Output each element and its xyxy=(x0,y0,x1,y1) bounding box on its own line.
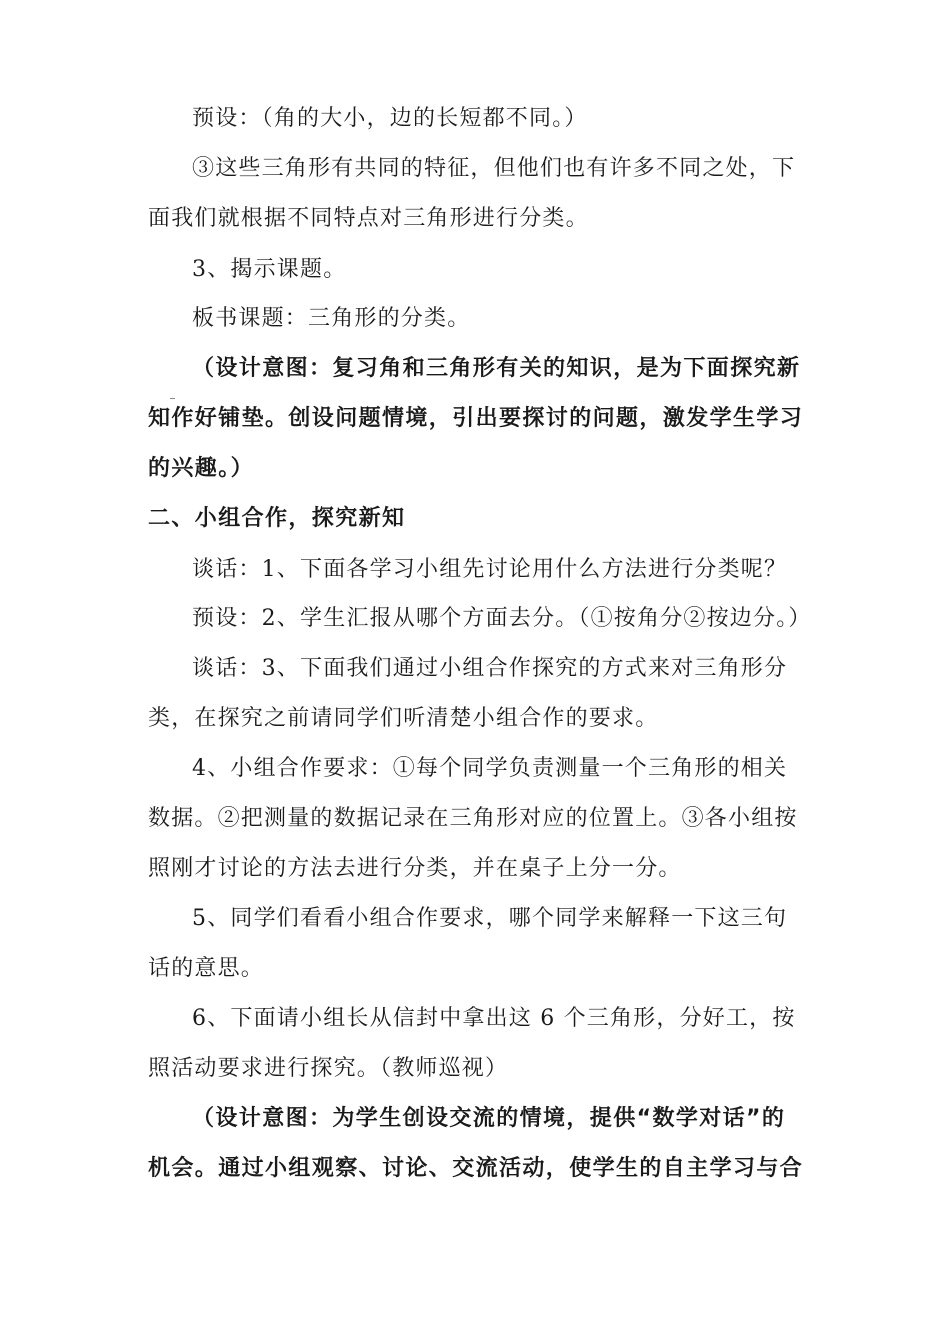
paragraph-line: 谈话：1、下面各学习小组先讨论用什么方法进行分类呢？ xyxy=(192,557,788,582)
paragraph-line: ③这些三角形有共同的特征，但他们也有许多不同之处，下 xyxy=(192,156,796,181)
paragraph-line: 谈话：3、下面我们通过小组合作探究的方式来对三角形分 xyxy=(192,656,788,681)
design-intent-line: 的兴趣。） xyxy=(148,456,255,481)
paragraph-line: 话的意思。 xyxy=(148,956,265,981)
design-intent-line: （设计意图：复习角和三角形有关的知识，是为下面探究新 xyxy=(192,356,801,381)
paragraph-line: 面我们就根据不同特点对三角形进行分类。 xyxy=(148,206,589,231)
paragraph-line: 类，在探究之前请同学们听清楚小组合作的要求。 xyxy=(148,706,659,731)
paragraph-line: 照刚才讨论的方法去进行分类，并在桌子上分一分。 xyxy=(148,856,682,881)
design-intent-line: 知作好铺垫。创设问题情境，引出要探讨的问题，激发学生学习 xyxy=(148,406,804,431)
preset-line: 预设：（角的大小，边的长短都不同。） xyxy=(192,106,588,131)
paragraph-line: 板书课题：三角形的分类。 xyxy=(192,306,471,331)
paragraph-line: 预设：2、学生汇报从哪个方面去分。（①按角分②按边分。） xyxy=(192,606,812,631)
design-intent-line: 机会。通过小组观察、讨论、交流活动，使学生的自主学习与合 xyxy=(148,1156,804,1181)
stray-mark xyxy=(170,398,175,399)
paragraph-line: 数据。②把测量的数据记录在三角形对应的位置上。③各小组按 xyxy=(148,806,798,831)
paragraph-line: 3、揭示课题。 xyxy=(192,257,347,282)
section-heading: 二、小组合作，探究新知 xyxy=(148,506,406,531)
paragraph-line: 照活动要求进行探究。（教师巡视） xyxy=(148,1056,509,1081)
paragraph-line: 4、小组合作要求：①每个同学负责测量一个三角形的相关 xyxy=(192,756,788,781)
design-intent-line: （设计意图：为学生创设交流的情境，提供“数学对话”的 xyxy=(192,1106,786,1131)
paragraph-line: 6、下面请小组长从信封中拿出这 6 个三角形，分好工，按 xyxy=(192,1006,796,1031)
paragraph-line: 5、同学们看看小组合作要求，哪个同学来解释一下这三句 xyxy=(192,906,788,931)
